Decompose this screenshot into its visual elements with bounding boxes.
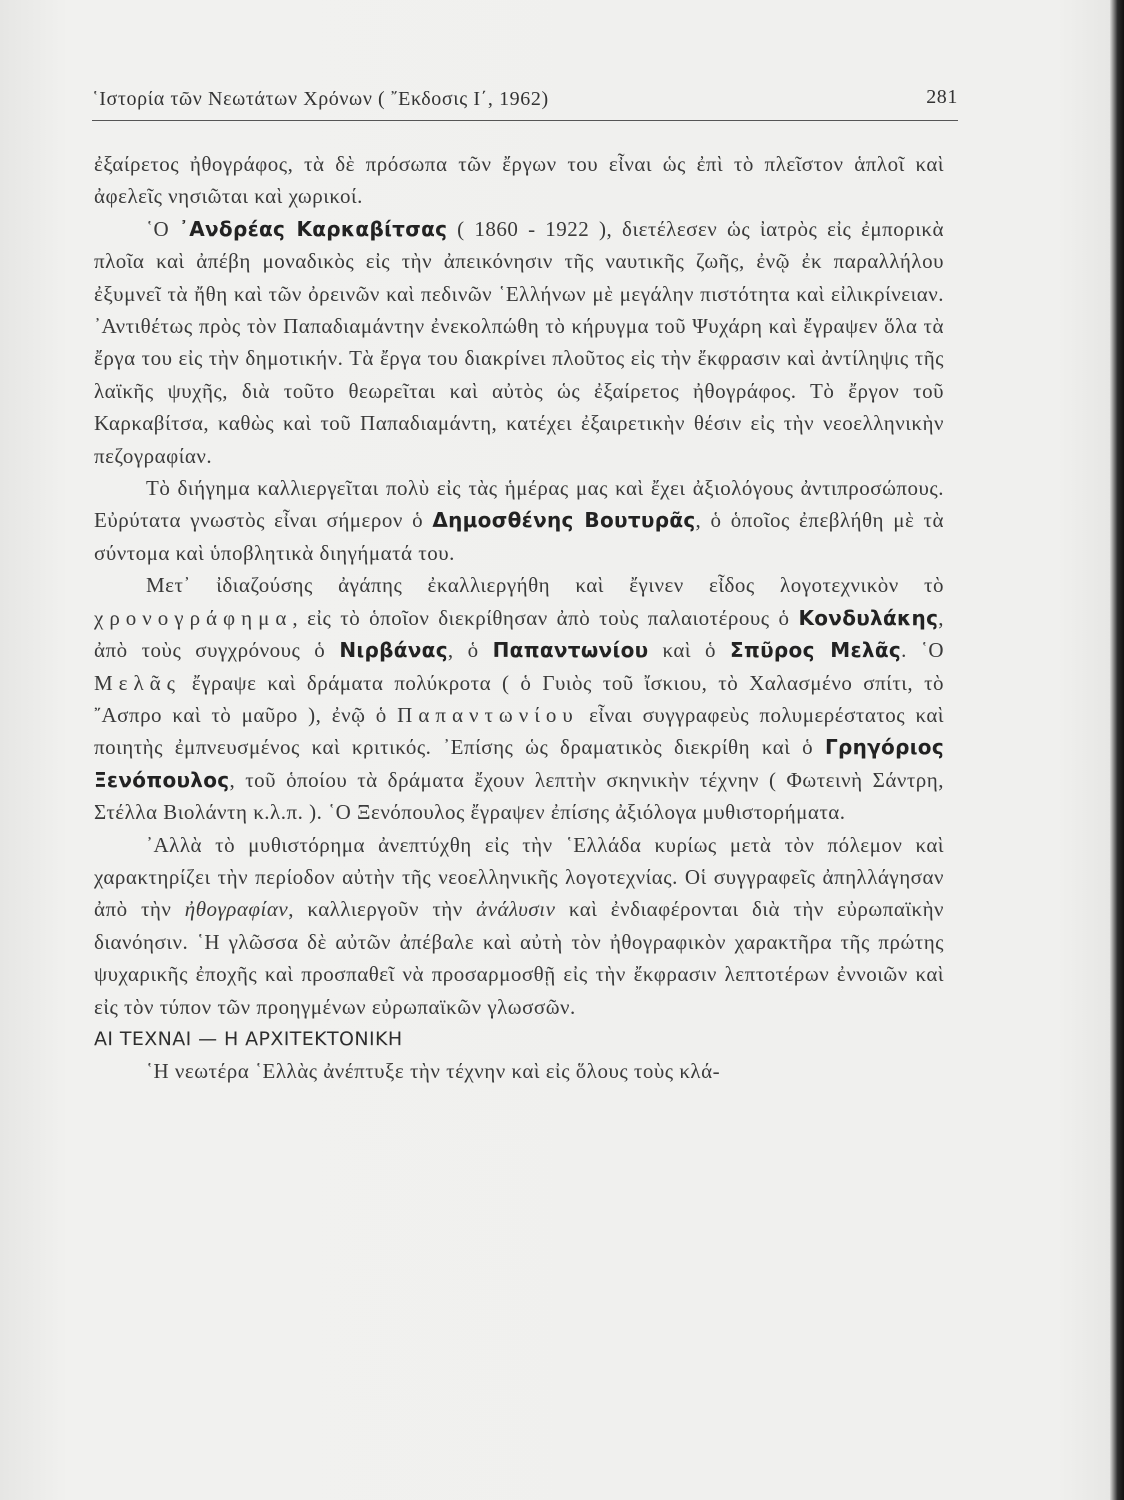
spaced-term: Μελᾶς [94,670,181,695]
author-name: Δημοσθένης Βουτυρᾶς [432,508,696,533]
text-span: , ὁ ὁποῖος ἐπεβλήθη μὲ τὰ σύντομα καὶ ὑποβλητικὰ διηγήματά του. [94,508,944,565]
paragraph-3 [94,472,944,569]
text-span: , εἰς τὸ ὁποῖον διεκρίθησαν ἀπὸ τοὺς παλαιοτέρους ὁ [292,605,790,630]
paragraph-5 [94,829,944,1023]
page-body [94,148,944,1088]
author-name: Παπαντωνίου [492,638,649,663]
text-span: Τὸ διήγημα καλλιεργεῖται πολὺ εἰς τὰς ἡμέρας μας καὶ ἔχει ἀξιολόγους ἀντιπροσώπους. Εὐρύτατα γνωστὸς εἶναι σήμερον ὁ [94,476,944,533]
text-span: ᾿Αλλὰ τὸ μυθιστόρημα ἀνεπτύχθη εἰς τὴν ῾Ελλάδα κυρίως μετὰ τὸν πόλεμον καὶ χαρακτηρίζει τὴν περίοδον αὐτὴν τῆς νεοελληνικῆς λογοτεχνίας. Οἱ συγγραφεῖς ἀπηλλάγησαν ἀπὸ τὴν [94,832,944,922]
italic-term: ἀνάλυσιν [476,897,556,922]
author-name: Κονδυλάκης [798,605,939,630]
text-span: Μετ᾿ ἰδιαζούσης ἀγάπης ἐκαλλιεργήθη καὶ ἔγινεν εἶδος λογοτεχνικὸν τὸ [146,573,944,598]
text-span: ( 1860 - 1922 ), διετέλεσεν ὡς ἰατρὸς εἰς ἐμπορικὰ πλοῖα καὶ ἀπέβη μοναδικὸς εἰς τὴν ἀπεικόνησιν τῆς ναυτικῆς ζωῆς, ἐνῷ ἐκ παραλλήλου ἐξυμνεῖ τὰ ἤθη καὶ τῶν ὀρεινῶν καὶ πεδινῶν ῾Ελλήνων μὲ μεγάλην πιστότητα καὶ εἰλικρίνειαν. ᾿Αντιθέτως πρὸς τὸν Παπαδιαμάντην ἐνεκολπώθη τὸ κήρυγμα τοῦ Ψυχάρη καὶ ἔγραψεν ὅλα τὰ ἔργα του εἰς τὴν δημοτικήν. Τὰ ἔργα του διακρίνει πλοῦτος εἰς τὴν ἔκφρασιν καὶ ἀντίληψις τῆς λαϊκῆς ψυχῆς, διὰ τοῦτο θεωρεῖται καὶ αὐτὸς ὡς ἐξαίρετος ἠθογράφος. Τὸ ἔργον τοῦ Καρκαβίτσα, καθὼς καὶ τοῦ Παπαδιαμάντη, κατέχει ἐξαιρετικὴν θέσιν εἰς τὴν νεοελληνικὴν πεζογραφίαν. [94,216,945,468]
page-edge-shadow [1110,0,1124,1500]
text-span: εἶναι συγγραφεὺς πολυμερέστατος καὶ ποιητὴς ἐμπνευσμένος καὶ κριτικός. ᾿Επίσης ὡς δραματικὸς διεκρίθη καὶ ὁ [94,702,945,760]
text-span: . ῾Ο [901,638,944,663]
paragraph-6: ῾Η νεωτέρα ῾Ελλὰς ἀνέπτυξε τὴν τέχνην καὶ εἰς ὅλους τοὺς κλά- [146,1059,721,1084]
italic-term: ἠθογραφίαν [184,897,289,922]
paragraph-4 [94,569,944,828]
author-name: Νιρβάνας [339,638,448,663]
author-name: ᾿Ανδρέας Καρκαβίτσας [178,216,448,241]
text-span: ῾Ο [146,216,170,241]
text-span: καὶ ἐνδιαφέρονται διὰ τὴν εὐρωπαϊκὴν διανόησιν. ῾Η γλῶσσα δὲ αὐτῶν ἀπέβαλε καὶ αὐτὴ τὸν ἠθογραφικὸν χαρακτῆρα τῆς πρώτης ψυχαρικῆς ἐποχῆς καὶ προσπαθεῖ νὰ προσαρμοσθῇ εἰς τὴν ἔκφρασιν λεπτοτέρων ἐννοιῶν καὶ εἰς τὸν τύπον τῶν προηγμένων εὐρωπαϊκῶν γλωσσῶν. [94,897,945,1019]
author-name: Σπῦρος Μελᾶς [730,638,902,663]
running-title: ῾Ιστορία τῶν Νεωτάτων Χρόνων ( ῎Εκδοσις Ι΄, 1962) [92,88,549,110]
paragraph-2 [94,213,944,472]
section-heading: ΑΙ ΤΕΧΝΑΙ — Η ΑΡΧΙΤΕΚΤΟΝΙΚΗ [94,1027,403,1050]
text-span: , ἀπὸ τοὺς συγχρόνους ὁ [94,605,944,663]
running-header [92,86,958,121]
page-number: 281 [926,86,958,108]
text-span: καὶ ὁ [662,638,717,663]
text-span: , καλλιεργοῦν τὴν [288,897,463,922]
text-span: , τοῦ ὁποίου τὰ δράματα ἔχουν λεπτὴν σκηνικὴν τέχνην ( Φωτεινὴ Σάντρη, Στέλλα Βιολάντη κ.λ.π. ). ῾Ο Ξενόπουλος ἔγραψεν ἐπίσης ἀξιόλογα μυθιστορήματα. [94,767,944,825]
paragraph-1: ἐξαίρετος ἠθογράφος, τὰ δὲ πρόσωπα τῶν ἔργων του εἶναι ὡς ἐπὶ τὸ πλεῖστον ἁπλοῖ καὶ ἀφελεῖς νησιῶται καὶ χωρικοί. [94,152,944,209]
spaced-term: Παπαντωνίου [397,702,579,727]
author-name: Γρηγόριος Ξενόπουλος [94,735,945,792]
text-span: ἔγραψε καὶ δράματα πολύκροτα ( ὁ Γυιὸς τοῦ ἴσκιου, τὸ Χαλασμένο σπίτι, τὸ ῎Ασπρο καὶ τὸ μαῦρο ), ἐνῷ ὁ [94,670,945,727]
text-span: , ὁ [447,638,479,663]
spaced-term: χρονογράφημα [94,605,293,630]
